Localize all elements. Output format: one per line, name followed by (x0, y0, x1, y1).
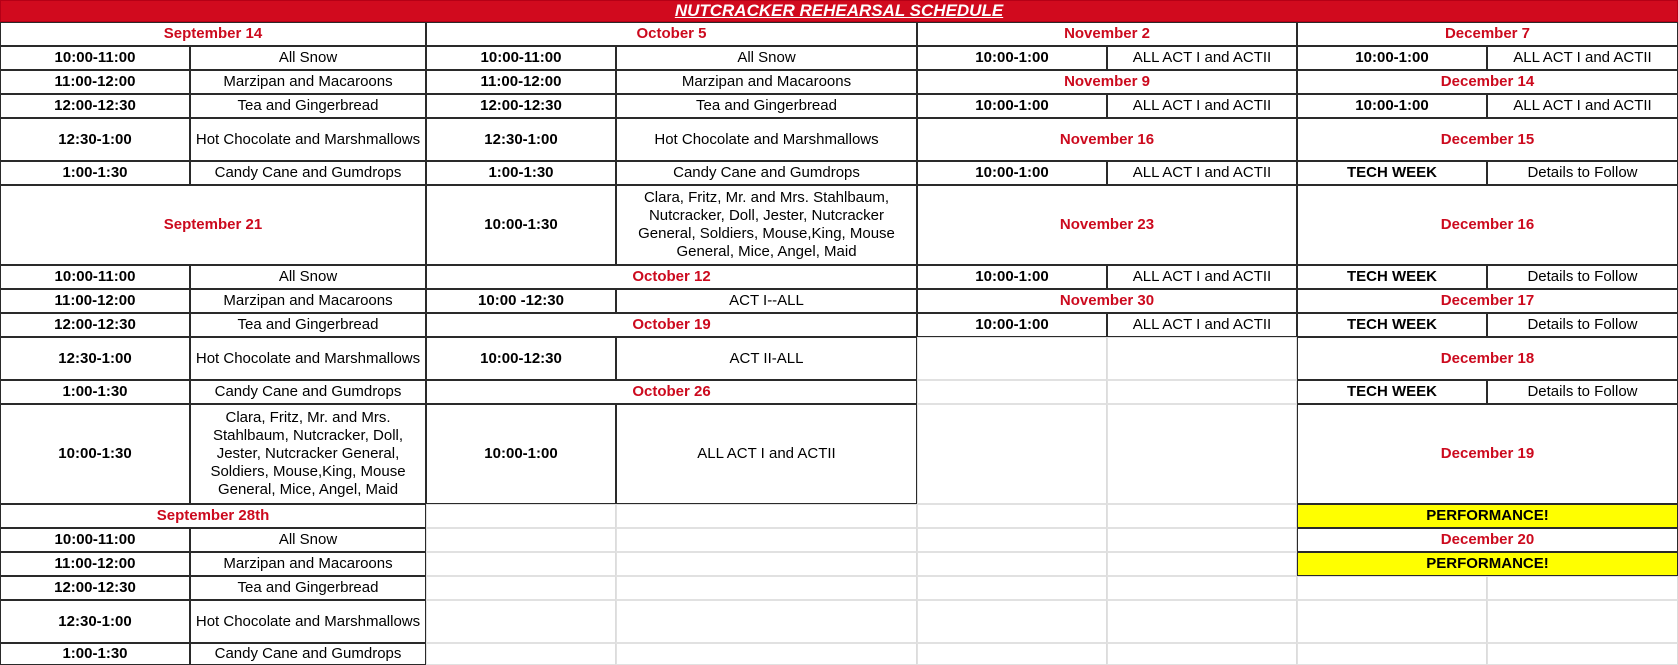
text-cell[interactable]: Candy Cane and Gumdrops (190, 643, 426, 665)
date-cell[interactable]: December 17 (1297, 289, 1678, 313)
date-cell[interactable]: October 12 (426, 265, 917, 289)
time-cell[interactable]: 11:00-12:00 (0, 552, 190, 576)
time-cell[interactable]: 10:00-1:00 (917, 94, 1107, 118)
empty-cell[interactable] (1487, 643, 1678, 665)
empty-cell[interactable] (426, 643, 616, 665)
empty-cell[interactable] (917, 600, 1107, 643)
empty-cell[interactable] (1107, 643, 1297, 665)
date-cell[interactable]: September 21 (0, 185, 426, 265)
time-cell[interactable]: 11:00-12:00 (0, 289, 190, 313)
time-cell[interactable]: 12:30-1:00 (0, 600, 190, 643)
empty-cell[interactable] (426, 600, 616, 643)
empty-cell[interactable] (1107, 380, 1297, 404)
text-cell[interactable]: Hot Chocolate and Marshmallows (190, 337, 426, 380)
date-cell[interactable]: November 9 (917, 70, 1297, 94)
empty-cell[interactable] (616, 552, 917, 576)
time-cell[interactable]: 12:30-1:00 (0, 337, 190, 380)
empty-cell[interactable] (1297, 600, 1487, 643)
text-cell[interactable]: Hot Chocolate and Marshmallows (616, 118, 917, 161)
empty-cell[interactable] (917, 504, 1107, 528)
empty-cell[interactable] (1107, 576, 1297, 600)
empty-cell[interactable] (917, 337, 1107, 380)
text-cell[interactable]: Tea and Gingerbread (616, 94, 917, 118)
empty-cell[interactable] (917, 643, 1107, 665)
time-cell[interactable]: 12:00-12:30 (426, 94, 616, 118)
date-cell[interactable]: December 15 (1297, 118, 1678, 161)
empty-cell[interactable] (917, 576, 1107, 600)
text-cell[interactable]: Hot Chocolate and Marshmallows (190, 600, 426, 643)
date-cell[interactable]: November 30 (917, 289, 1297, 313)
empty-cell[interactable] (426, 504, 616, 528)
text-cell[interactable]: Marzipan and Macaroons (616, 70, 917, 94)
date-cell[interactable]: November 16 (917, 118, 1297, 161)
text-cell[interactable]: Marzipan and Macaroons (190, 289, 426, 313)
empty-cell[interactable] (1107, 404, 1297, 504)
text-cell[interactable]: Clara, Fritz, Mr. and Mrs. Stahlbaum, Nutcracker, Doll, Jester, Nutcracker General, Soldiers, Mouse,King, Mouse General, Mice, Angel, Maid (190, 404, 426, 504)
date-cell[interactable]: December 18 (1297, 337, 1678, 380)
time-cell[interactable]: 1:00-1:30 (426, 161, 616, 185)
time-cell[interactable]: 10:00-1:00 (917, 46, 1107, 70)
text-cell[interactable]: ACT II-ALL (616, 337, 917, 380)
time-cell[interactable]: 12:00-12:30 (0, 576, 190, 600)
text-cell[interactable]: All Snow (190, 46, 426, 70)
schedule-title[interactable]: NUTCRACKER REHEARSAL SCHEDULE (0, 0, 1678, 22)
time-cell[interactable]: 10:00-1:30 (0, 404, 190, 504)
time-cell[interactable]: 10:00-11:00 (0, 46, 190, 70)
empty-cell[interactable] (917, 528, 1107, 552)
empty-cell[interactable] (616, 576, 917, 600)
text-cell[interactable]: Tea and Gingerbread (190, 94, 426, 118)
empty-cell[interactable] (1297, 643, 1487, 665)
date-cell[interactable]: October 5 (426, 22, 917, 46)
empty-cell[interactable] (917, 404, 1107, 504)
text-cell[interactable]: Details to Follow (1487, 161, 1678, 185)
time-cell[interactable]: 10:00 -12:30 (426, 289, 616, 313)
perf-cell[interactable]: PERFORMANCE! (1297, 504, 1678, 528)
time-cell[interactable]: 1:00-1:30 (0, 643, 190, 665)
empty-cell[interactable] (1487, 600, 1678, 643)
text-cell[interactable]: Details to Follow (1487, 313, 1678, 337)
text-cell[interactable]: ALL ACT I and ACTII (1107, 161, 1297, 185)
empty-cell[interactable] (1107, 337, 1297, 380)
text-cell[interactable]: ALL ACT I and ACTII (1107, 94, 1297, 118)
tech-cell[interactable]: TECH WEEK (1297, 313, 1487, 337)
empty-cell[interactable] (1107, 552, 1297, 576)
time-cell[interactable]: 10:00-1:00 (426, 404, 616, 504)
date-cell[interactable]: November 2 (917, 22, 1297, 46)
time-cell[interactable]: 10:00-1:00 (917, 265, 1107, 289)
text-cell[interactable]: Tea and Gingerbread (190, 313, 426, 337)
date-cell[interactable]: December 19 (1297, 404, 1678, 504)
time-cell[interactable]: 10:00-1:30 (426, 185, 616, 265)
time-cell[interactable]: 10:00-1:00 (917, 161, 1107, 185)
time-cell[interactable]: 12:00-12:30 (0, 313, 190, 337)
empty-cell[interactable] (426, 552, 616, 576)
text-cell[interactable]: ACT I--ALL (616, 289, 917, 313)
time-cell[interactable]: 12:00-12:30 (0, 94, 190, 118)
empty-cell[interactable] (1297, 576, 1487, 600)
empty-cell[interactable] (1107, 528, 1297, 552)
date-cell[interactable]: September 28th (0, 504, 426, 528)
time-cell[interactable]: 11:00-12:00 (426, 70, 616, 94)
empty-cell[interactable] (1107, 600, 1297, 643)
empty-cell[interactable] (616, 600, 917, 643)
text-cell[interactable]: ALL ACT I and ACTII (1107, 313, 1297, 337)
text-cell[interactable]: Hot Chocolate and Marshmallows (190, 118, 426, 161)
time-cell[interactable]: 12:30-1:00 (0, 118, 190, 161)
date-cell[interactable]: December 20 (1297, 528, 1678, 552)
text-cell[interactable]: ALL ACT I and ACTII (1487, 94, 1678, 118)
text-cell[interactable]: Candy Cane and Gumdrops (616, 161, 917, 185)
date-cell[interactable]: November 23 (917, 185, 1297, 265)
time-cell[interactable]: 11:00-12:00 (0, 70, 190, 94)
time-cell[interactable]: 10:00-11:00 (0, 528, 190, 552)
time-cell[interactable]: 10:00-1:00 (1297, 94, 1487, 118)
text-cell[interactable]: All Snow (190, 265, 426, 289)
date-cell[interactable]: October 19 (426, 313, 917, 337)
empty-cell[interactable] (426, 528, 616, 552)
text-cell[interactable]: Tea and Gingerbread (190, 576, 426, 600)
empty-cell[interactable] (616, 504, 917, 528)
text-cell[interactable]: Clara, Fritz, Mr. and Mrs. Stahlbaum, Nutcracker, Doll, Jester, Nutcracker General, Soldiers, Mouse,King, Mouse General, Mice, Angel, Maid (616, 185, 917, 265)
date-cell[interactable]: December 14 (1297, 70, 1678, 94)
empty-cell[interactable] (616, 643, 917, 665)
empty-cell[interactable] (616, 528, 917, 552)
empty-cell[interactable] (917, 552, 1107, 576)
text-cell[interactable]: Marzipan and Macaroons (190, 70, 426, 94)
time-cell[interactable]: 10:00-1:00 (1297, 46, 1487, 70)
time-cell[interactable]: 12:30-1:00 (426, 118, 616, 161)
text-cell[interactable]: Marzipan and Macaroons (190, 552, 426, 576)
text-cell[interactable]: ALL ACT I and ACTII (616, 404, 917, 504)
tech-cell[interactable]: TECH WEEK (1297, 265, 1487, 289)
tech-cell[interactable]: TECH WEEK (1297, 161, 1487, 185)
empty-cell[interactable] (1487, 576, 1678, 600)
text-cell[interactable]: Candy Cane and Gumdrops (190, 161, 426, 185)
time-cell[interactable]: 10:00-11:00 (426, 46, 616, 70)
date-cell[interactable]: September 14 (0, 22, 426, 46)
text-cell[interactable]: All Snow (616, 46, 917, 70)
text-cell[interactable]: ALL ACT I and ACTII (1107, 46, 1297, 70)
empty-cell[interactable] (1107, 504, 1297, 528)
text-cell[interactable]: ALL ACT I and ACTII (1487, 46, 1678, 70)
tech-cell[interactable]: TECH WEEK (1297, 380, 1487, 404)
time-cell[interactable]: 1:00-1:30 (0, 161, 190, 185)
text-cell[interactable]: All Snow (190, 528, 426, 552)
time-cell[interactable]: 10:00-1:00 (917, 313, 1107, 337)
text-cell[interactable]: Candy Cane and Gumdrops (190, 380, 426, 404)
date-cell[interactable]: December 16 (1297, 185, 1678, 265)
date-cell[interactable]: October 26 (426, 380, 917, 404)
empty-cell[interactable] (426, 576, 616, 600)
date-cell[interactable]: December 7 (1297, 22, 1678, 46)
time-cell[interactable]: 10:00-12:30 (426, 337, 616, 380)
text-cell[interactable]: Details to Follow (1487, 380, 1678, 404)
time-cell[interactable]: 10:00-11:00 (0, 265, 190, 289)
empty-cell[interactable] (917, 380, 1107, 404)
text-cell[interactable]: ALL ACT I and ACTII (1107, 265, 1297, 289)
time-cell[interactable]: 1:00-1:30 (0, 380, 190, 404)
perf-cell[interactable]: PERFORMANCE! (1297, 552, 1678, 576)
text-cell[interactable]: Details to Follow (1487, 265, 1678, 289)
